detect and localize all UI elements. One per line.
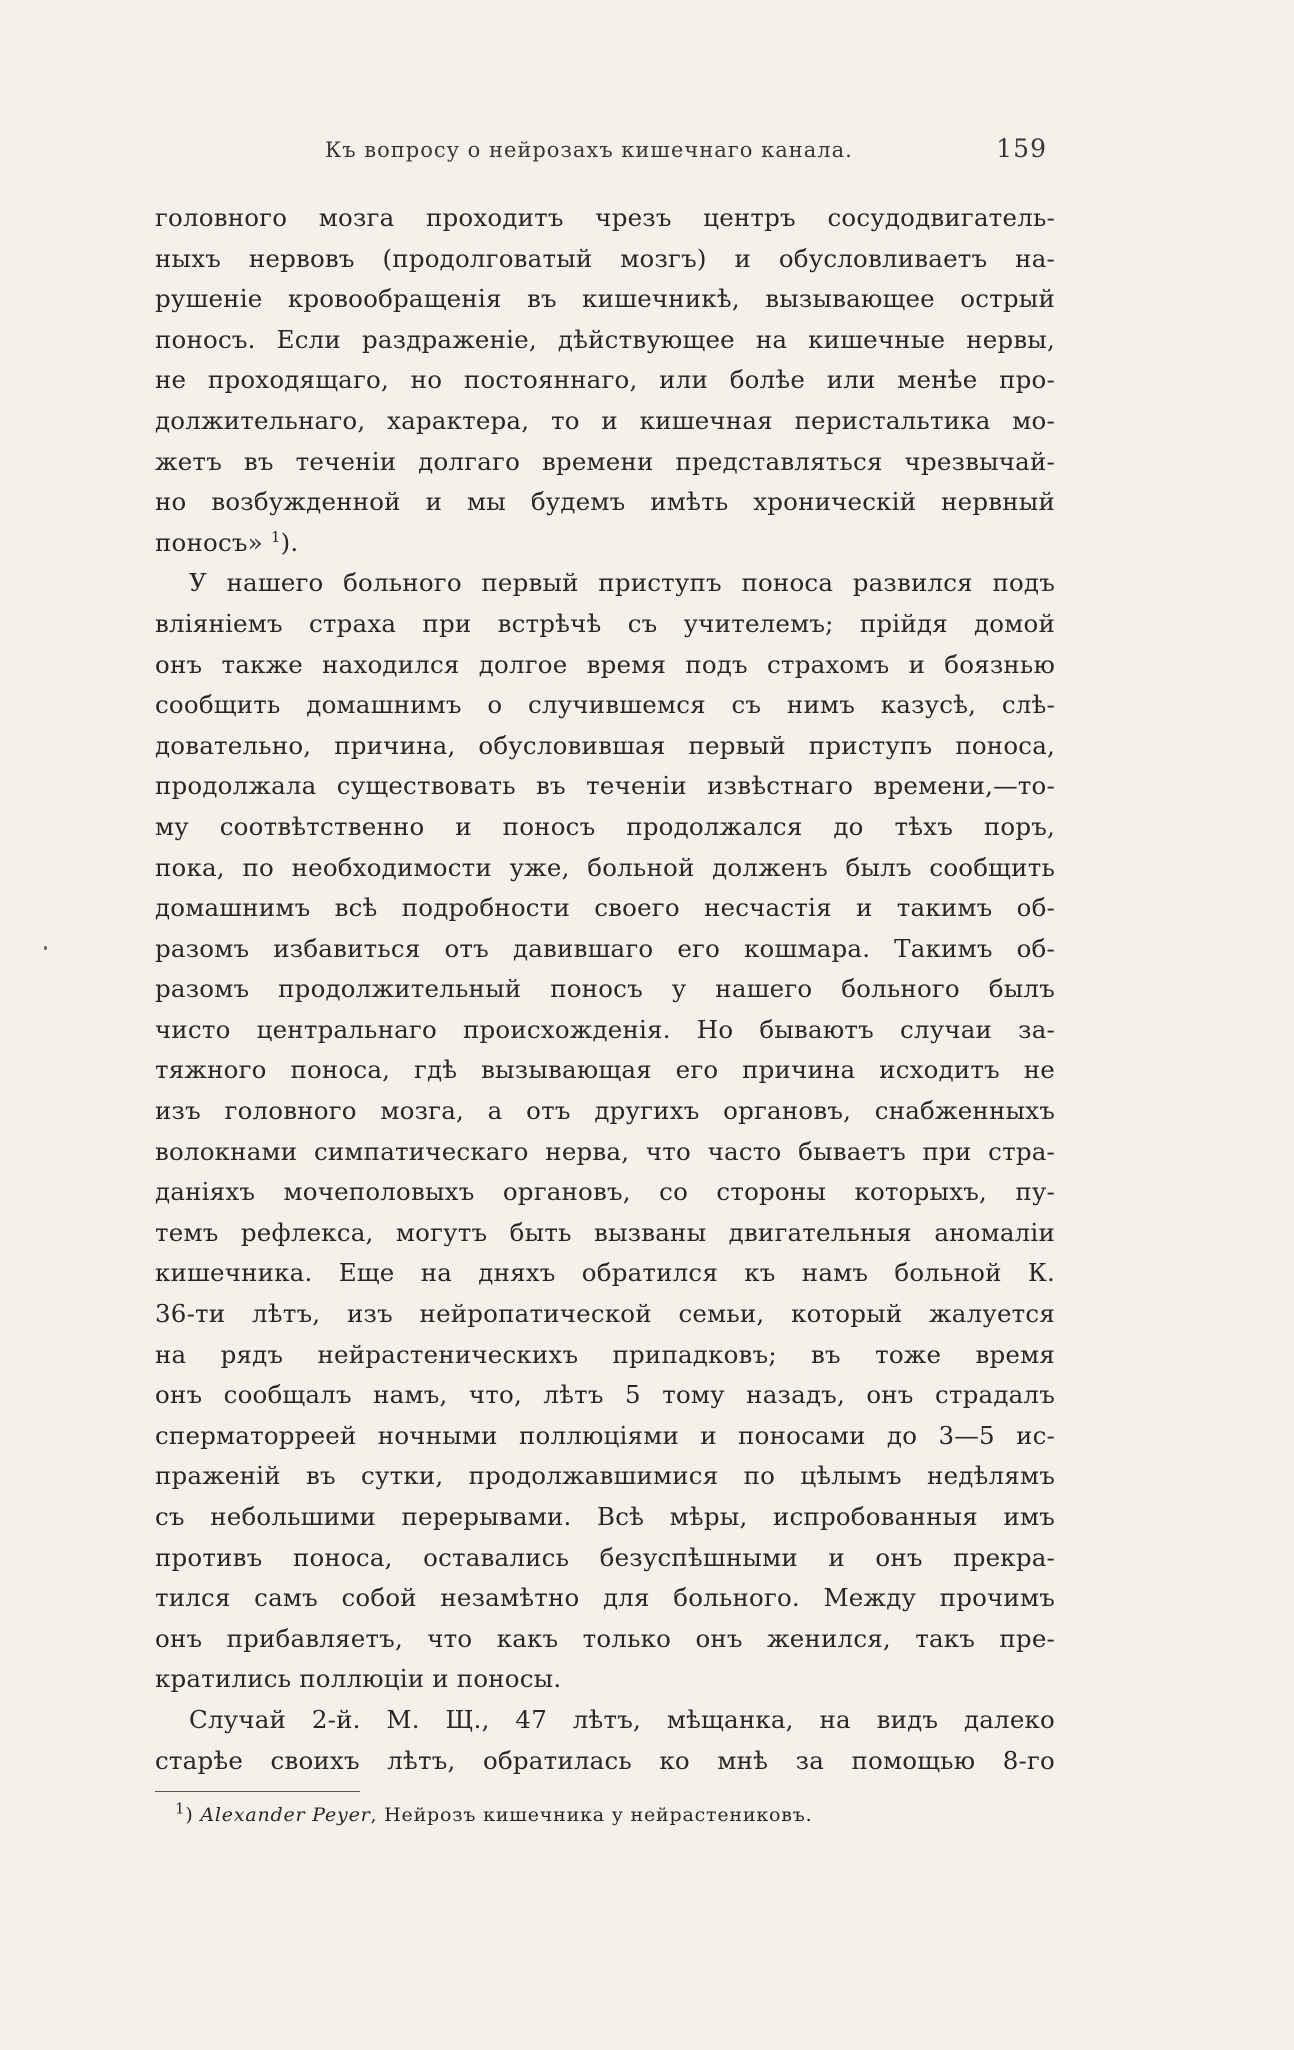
text-line: темъ рефлекса, могутъ быть вызваны двигательныя аномаліи (155, 1217, 1055, 1247)
footnote: $^1$) Alexander Peyer, Нейрозъ кишечника у нейрастениковъ. (175, 1799, 813, 1827)
text-line: не проходящаго, но постояннаго, или болѣе или менѣе про- (155, 365, 1055, 395)
text-line: на рядъ нейрастеническихъ припадковъ; въ тоже время (155, 1339, 1055, 1369)
text-line: сообщить домашнимъ о случившемся съ нимъ казусѣ, слѣ- (155, 690, 1055, 720)
text-line: старѣе своихъ лѣтъ, обратилась ко мнѣ за помощью 8-го (155, 1745, 1055, 1775)
text-line: вліяніемъ страха при встрѣчѣ съ учителемъ; прійдя домой (155, 608, 1055, 638)
text-line: продолжала существовать въ теченіи извѣстнаго времени,—то- (155, 771, 1055, 801)
footnote-ref: 1 (270, 527, 281, 546)
text-line: должительнаго, характера, то и кишечная перистальтика мо- (155, 405, 1055, 435)
text-line: даніяхъ мочеполовыхъ органовъ, со стороны которыхъ, пу- (155, 1177, 1055, 1207)
text-fragment: ). (280, 527, 299, 557)
text-line: довательно, причина, обусловившая первый приступъ поноса, (155, 730, 1055, 760)
text-line: разомъ избавиться отъ давившаго его кошмара. Такимъ об- (155, 933, 1055, 963)
text-line: чисто центральнаго происхожденія. Но бываютъ случаи за- (155, 1014, 1055, 1044)
text-line: У нашего больного первый приступъ поноса развился подъ (189, 568, 1055, 598)
text-line: поносъ. Если раздраженіе, дѣйствующее на кишечные нервы, (155, 324, 1055, 354)
footnote-author: Alexander Peyer (200, 1804, 371, 1827)
book-page (155, 134, 1055, 1994)
text-line: съ небольшими перерывами. Всѣ мѣры, испробованныя имъ (155, 1502, 1055, 1531)
text-line: противъ поноса, оставались безуспѣшными и онъ прекра- (155, 1542, 1055, 1572)
text-line: онъ сообщалъ намъ, что, лѣтъ 5 тому назадъ, онъ страдалъ (155, 1380, 1055, 1410)
running-head (155, 134, 1055, 174)
text-line: тился самъ собой незамѣтно для больного. Между прочимъ (155, 1583, 1055, 1613)
text-line: онъ также находился долгое время подъ страхомъ и боязнью (155, 649, 1055, 679)
text-line: тяжного поноса, гдѣ вызывающая его причина исходитъ не (155, 1055, 1055, 1085)
footnote-text: , Нейрозъ кишечника у нейрастениковъ. (370, 1804, 813, 1827)
text-line: волокнами симпатическаго нерва, что часто бываетъ при стра- (155, 1136, 1055, 1166)
text-line: кишечника. Еще на дняхъ обратился къ намъ больной К. (155, 1258, 1055, 1288)
text-fragment: поносъ» (155, 527, 263, 557)
text-line: разомъ продолжительный поносъ у нашего больного былъ (155, 974, 1055, 1004)
text-line: онъ прибавляетъ, что какъ только онъ женился, такъ пре- (155, 1623, 1055, 1653)
text-line: праженій въ сутки, продолжавшимися по цѣлымъ недѣлямъ (155, 1461, 1055, 1491)
text-line-end (155, 523, 1055, 564)
print-speck (44, 946, 47, 950)
text-line: пока, по необходимости уже, больной долженъ былъ сообщить (155, 852, 1055, 882)
text-line: изъ головного мозга, а отъ другихъ органовъ, снабженныхъ (155, 1096, 1055, 1126)
text-line: рушеніе кровообращенія въ кишечникѣ, вызывающее острый (155, 284, 1055, 314)
text-line: жетъ въ теченіи долгаго времени представляться чрезвычай- (155, 446, 1055, 476)
running-title: Къ вопросу о нейрозахъ кишечнаго канала. (325, 138, 853, 162)
text-line: сперматорреей ночными поллюціями и поносами до 3—5 ис- (155, 1420, 1055, 1450)
footnote-divider (155, 1791, 360, 1792)
text-line-end: кратились поллюціи и поносы. (155, 1664, 562, 1694)
footnote-marker: 1 (175, 1799, 186, 1818)
text-line: домашнимъ всѣ подробности своего несчастія и такимъ об- (155, 893, 1055, 923)
page-number: 159 (996, 134, 1047, 163)
body-text (155, 198, 1055, 1781)
text-line: му соотвѣтственно и поносъ продолжался до тѣхъ поръ, (155, 811, 1055, 841)
text-line: головного мозга проходитъ чрезъ центръ сосудодвигатель- (155, 203, 1055, 232)
text-line: ныхъ нервовъ (продолговатый мозгъ) и обусловливаетъ на- (155, 243, 1055, 273)
text-line: 36-ти лѣтъ, изъ нейропатической семьи, который жалуется (155, 1299, 1055, 1329)
text-line: но возбужденной и мы будемъ имѣть хроническій нервный (155, 487, 1055, 517)
text-line: Случай 2-й. М. Щ., 47 лѣтъ, мѣщанка, на видъ далеко (189, 1704, 1055, 1734)
